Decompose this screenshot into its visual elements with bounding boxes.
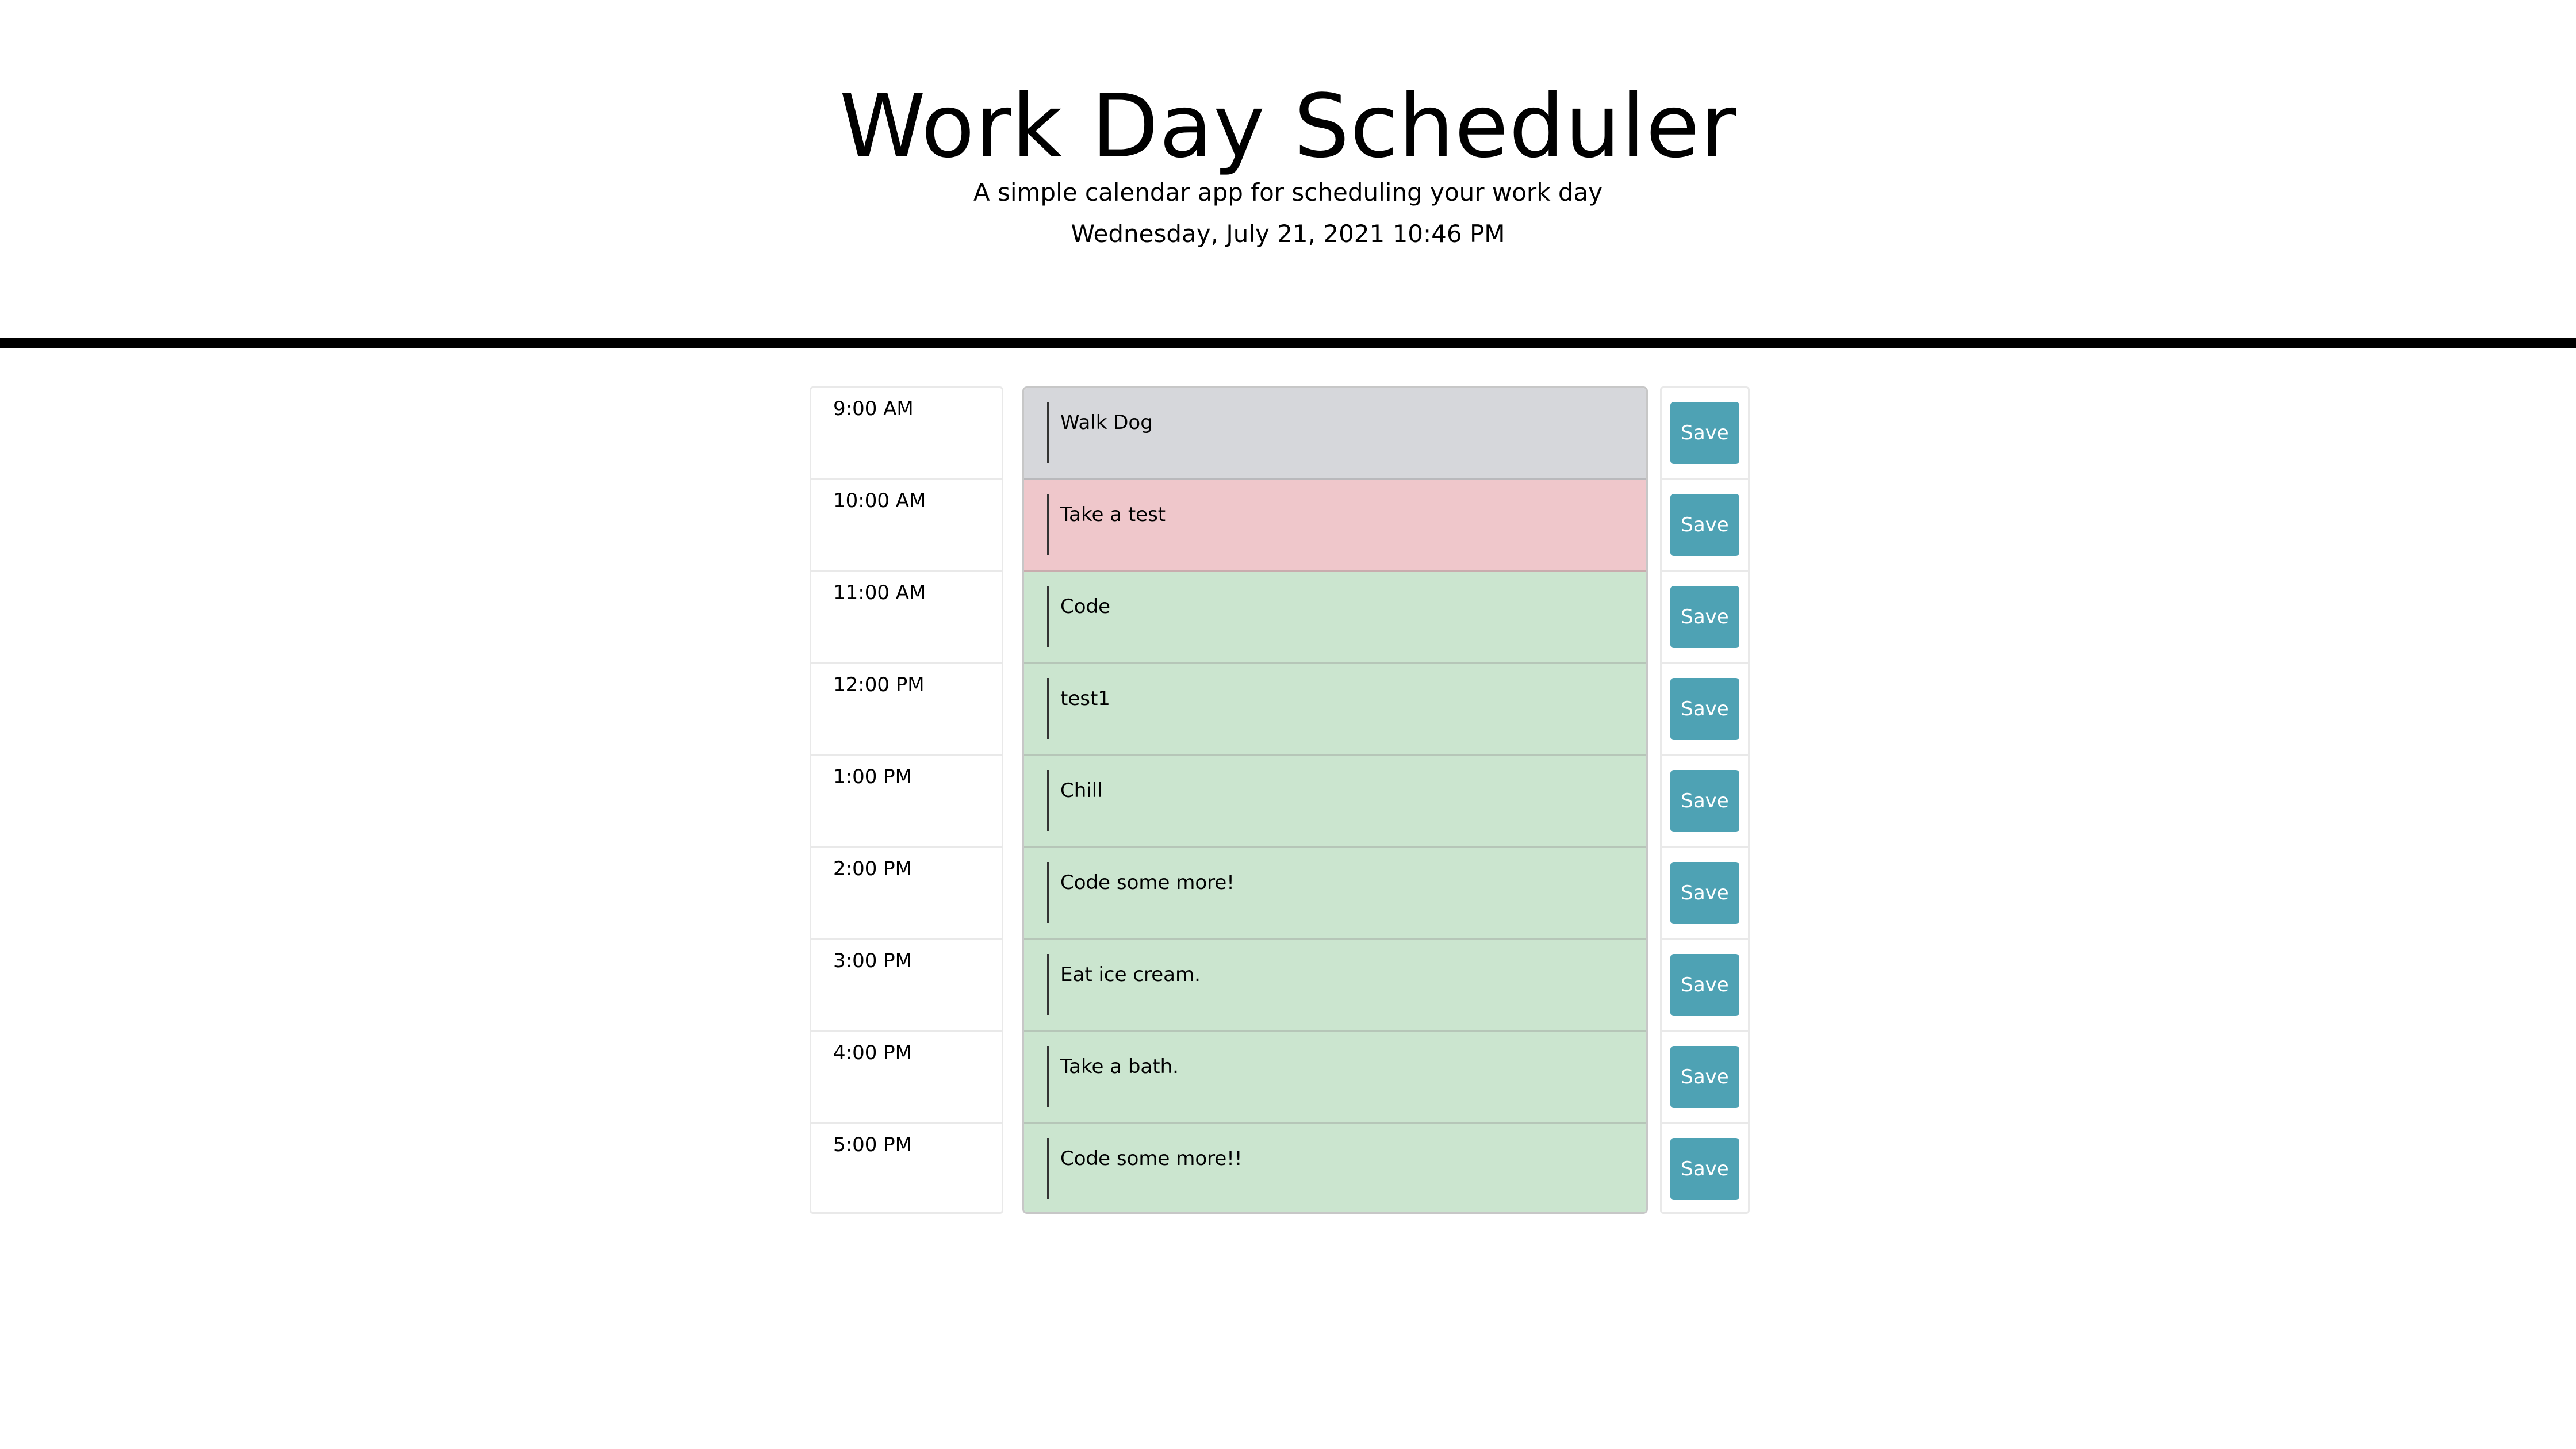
event-description-input[interactable]	[1047, 494, 1622, 555]
save-button[interactable]: Save	[1670, 862, 1739, 924]
hour-block	[1024, 664, 1646, 756]
hour-label: 5:00 PM	[833, 1133, 912, 1156]
event-description-input[interactable]	[1047, 678, 1622, 739]
save-cell	[1662, 1124, 1748, 1216]
save-cell	[1662, 940, 1748, 1032]
hour-block	[1024, 756, 1646, 848]
save-cell	[1662, 1032, 1748, 1124]
hour-block	[1024, 940, 1646, 1032]
save-button[interactable]: Save	[1670, 954, 1739, 1016]
save-cell	[1662, 480, 1748, 572]
event-description-input[interactable]	[1047, 1046, 1622, 1107]
hour-label: 2:00 PM	[811, 848, 1002, 940]
save-cell	[1662, 572, 1748, 664]
event-description-input[interactable]	[1047, 586, 1622, 647]
hour-label: 11:00 AM	[811, 572, 1002, 664]
save-button[interactable]: Save	[1670, 678, 1739, 740]
hour-label: 10:00 AM	[811, 480, 1002, 572]
save-button[interactable]: Save	[1670, 1046, 1739, 1108]
save-button[interactable]: Save	[1670, 1138, 1739, 1200]
save-button[interactable]: Save	[1670, 586, 1739, 648]
hour-label: 12:00 PM	[811, 664, 1002, 756]
header-divider	[0, 338, 2576, 348]
hour-block	[1024, 388, 1646, 480]
hour-block	[1024, 1032, 1646, 1124]
event-description-input[interactable]	[1047, 862, 1622, 923]
hour-block	[1024, 1124, 1646, 1214]
hour-label: 9:00 AM	[811, 388, 1002, 480]
page-header	[0, 0, 2576, 339]
current-datetime: Wednesday, July 21, 2021 10:46 PM	[1071, 220, 1505, 248]
time-column	[810, 386, 1003, 1214]
event-description-input[interactable]	[1047, 402, 1622, 463]
hour-block	[1024, 480, 1646, 572]
hour-label: 1:00 PM	[811, 756, 1002, 848]
save-cell	[1662, 664, 1748, 756]
event-description-input[interactable]	[1047, 954, 1622, 1015]
save-cell	[1662, 756, 1748, 848]
save-button[interactable]: Save	[1670, 770, 1739, 832]
hour-block	[1024, 848, 1646, 940]
page-title: Work Day Scheduler	[839, 75, 1737, 177]
hour-label: 4:00 PM	[811, 1032, 1002, 1124]
save-button[interactable]: Save	[1670, 494, 1739, 556]
event-description-input[interactable]	[1047, 770, 1622, 831]
save-cell	[1662, 388, 1748, 480]
save-button[interactable]: Save	[1670, 402, 1739, 464]
save-column	[1660, 386, 1750, 1214]
page-subtitle: A simple calendar app for scheduling your work day	[973, 178, 1603, 206]
hour-block	[1024, 572, 1646, 664]
event-description-input[interactable]	[1047, 1138, 1622, 1199]
description-column	[1022, 386, 1648, 1214]
hour-label: 3:00 PM	[811, 940, 1002, 1032]
save-cell	[1662, 848, 1748, 940]
